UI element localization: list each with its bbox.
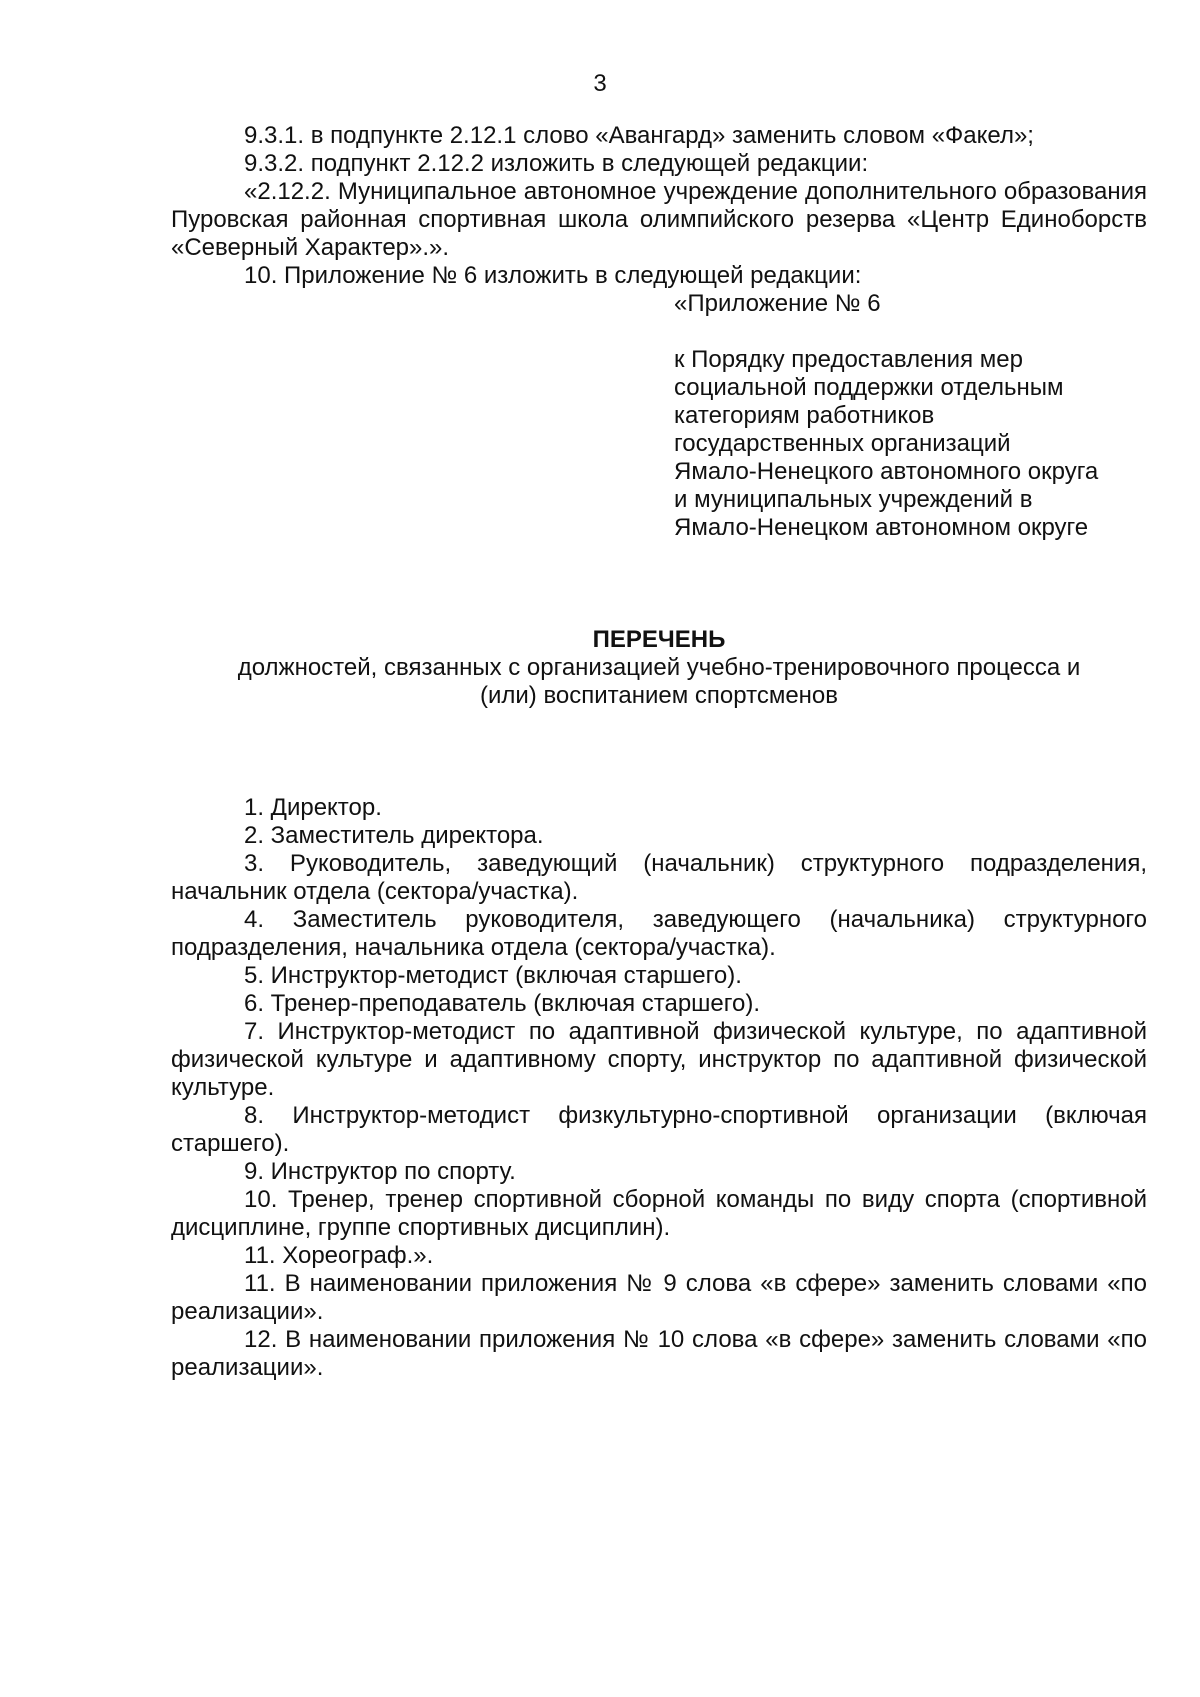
amendment-paragraph: 9.3.2. подпункт 2.12.2 изложить в следующей редакции: (244, 150, 869, 177)
list-item: 9. Инструктор по спорту. (244, 1158, 516, 1185)
list-item: 11. Хореограф.». (244, 1242, 434, 1269)
appendix-title: «Приложение № 6 (674, 290, 881, 317)
appendix-header (674, 290, 1147, 542)
positions-list (171, 794, 1147, 1382)
list-item: 1. Директор. (244, 794, 382, 821)
document-title: ПЕРЕЧЕНЬ (592, 626, 726, 653)
amendment-paragraph: «2.12.2. Муниципальное автономное учреждение дополнительного образования Пуровская районная спортивная школа олимпийского резерва «Центр Единоборств «Северный Характер».». (171, 178, 1147, 261)
page-number: 3 (593, 70, 607, 97)
intro-section (171, 122, 1147, 290)
appendix-caption-line: государственных организаций (674, 430, 1011, 457)
amendment-paragraph: 9.3.1. в подпункте 2.12.1 слово «Авангард» заменить словом «Факел»; (244, 122, 1034, 149)
list-item: 6. Тренер-преподаватель (включая старшего). (244, 990, 760, 1017)
appendix-caption-line: социальной поддержки отдельным (674, 374, 1064, 401)
list-item: 8. Инструктор-методист физкультурно-спортивной организации (включая старшего). (171, 1102, 1147, 1157)
appendix-caption-line: к Порядку предоставления мер (674, 346, 1023, 373)
appendix-caption (674, 346, 1147, 542)
document-subtitle-line: должностей, связанных с организацией учебно-тренировочного процесса и (237, 654, 1081, 681)
appendix-caption-line: Ямало-Ненецком автономном округе (674, 514, 1089, 541)
list-item: 7. Инструктор-методист по адаптивной физической культуре, по адаптивной физической культуре и адаптивному спорту, инструктор по адаптивной физической культуре. (171, 1018, 1147, 1101)
amendment-paragraph: 11. В наименовании приложения № 9 слова «в сфере» заменить словами «по реализации». (171, 1270, 1147, 1325)
document-subtitle-line: (или) воспитанием спортсменов (479, 682, 839, 709)
amendment-paragraph: 12. В наименовании приложения № 10 слова «в сфере» заменить словами «по реализации». (171, 1326, 1147, 1381)
appendix-caption-line: и муниципальных учреждений в (674, 486, 1033, 513)
amendment-paragraph: 10. Приложение № 6 изложить в следующей редакции: (244, 262, 862, 289)
document-title-block (171, 626, 1147, 710)
list-item: 10. Тренер, тренер спортивной сборной команды по виду спорта (спортивной дисциплине, группе спортивных дисциплин). (171, 1186, 1147, 1241)
document-body (171, 122, 1147, 1382)
list-item: 2. Заместитель директора. (244, 822, 544, 849)
list-item: 4. Заместитель руководителя, заведующего (начальника) структурного подразделения, начальника отдела (сектора/участка). (171, 906, 1147, 961)
list-item: 5. Инструктор-методист (включая старшего). (244, 962, 742, 989)
list-item: 3. Руководитель, заведующий (начальник) структурного подразделения, начальник отдела (сектора/участка). (171, 850, 1147, 905)
appendix-caption-line: категориям работников (674, 402, 935, 429)
appendix-caption-line: Ямало-Ненецкого автономного округа (674, 458, 1099, 485)
